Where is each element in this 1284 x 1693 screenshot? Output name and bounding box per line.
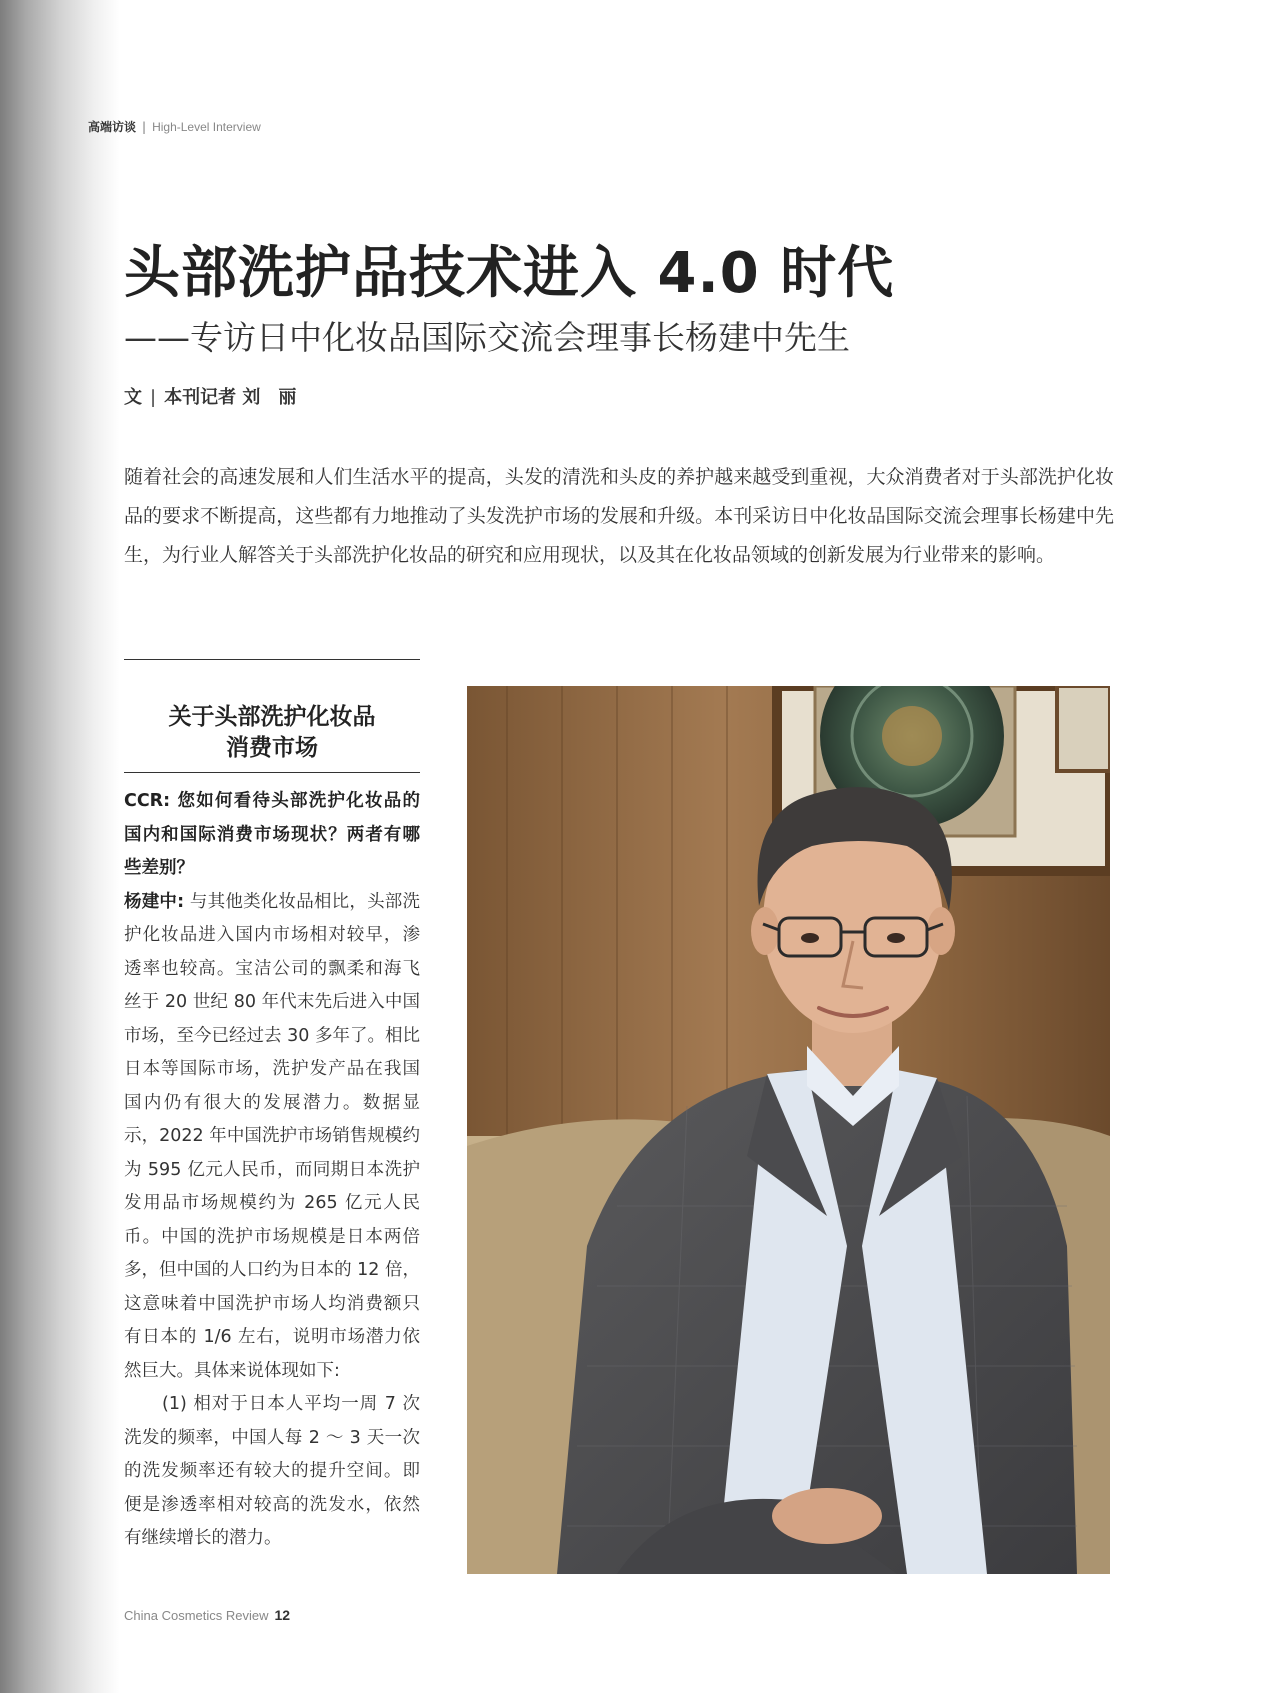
sidebar-box-title bbox=[124, 702, 420, 764]
byline-author: 本刊记者 刘 丽 bbox=[164, 387, 297, 408]
byline bbox=[124, 383, 296, 409]
answer-speaker: 杨建中: bbox=[124, 891, 185, 912]
answer-text: 与其他类化妆品相比，头部洗护化妆品进入国内市场相对较早，渗透率也较高。宝洁公司的飘柔和海飞丝于 20 世纪 80 年代末先后进入中国市场，至今已经过去 30 多年了。相比日本等国际市场，洗护发产品在我国国内仍有很大的发展潜力。数据显示，2022 年中国洗护市场销售规模约为 595 亿元人民币，而同期日本洗护发用品市场规模约为 265 亿元人民币。中国的洗护市场规模是日本两倍多，但中国的人口约为日本的 12 倍，这意味着中国洗护市场人均消费额只有日本的 1/6 左右，说明市场潜力依然巨大。具体来说体现如下: bbox=[124, 891, 421, 1381]
article-intro: 随着社会的高速发展和人们生活水平的提高，头发的清洗和头皮的养护越来越受到重视，大众消费者对于头部洗护化妆品的要求不断提高，这些都有力地推动了头发洗护市场的发展和升级。本刊采访日中化妆品国际交流会理事长杨建中先生，为行业人解答关于头部洗护化妆品的研究和应用现状，以及其在化妆品领域的创新发展为行业带来的影响。 bbox=[124, 466, 1114, 566]
sidebar-box-title-line2: 消费市场 bbox=[226, 735, 318, 761]
interview-question: CCR: 您如何看待头部洗护化妆品的国内和国际消费市场现状？两者有哪些差别？ bbox=[124, 791, 420, 878]
footer-magazine-name: China Cosmetics Review bbox=[124, 1608, 269, 1623]
footer-page-number: 12 bbox=[274, 1607, 291, 1623]
section-label-zh: 高端访谈 bbox=[88, 120, 137, 134]
article-title: 头部洗护品技术进入 4.0 时代 bbox=[124, 241, 895, 306]
section-label-divider: | bbox=[142, 120, 147, 134]
interview-answer bbox=[124, 886, 420, 1389]
body-column bbox=[124, 785, 420, 1556]
article-subtitle: ——专访日中化妆品国际交流会理事长杨建中先生 bbox=[124, 318, 850, 357]
byline-divider: | bbox=[150, 387, 157, 408]
box-bottom-rule bbox=[124, 772, 420, 773]
byline-prefix: 文 bbox=[124, 387, 142, 408]
section-label bbox=[88, 118, 261, 135]
section-label-en: High-Level Interview bbox=[152, 120, 261, 134]
page-footer bbox=[124, 1607, 290, 1623]
portrait-photo bbox=[467, 686, 1110, 1574]
answer-point-1: (1) 相对于日本人平均一周 7 次洗发的频率，中国人每 2 ～ 3 天一次的洗发频率还有较大的提升空间。即便是渗透率相对较高的洗发水，依然有继续增长的潜力。 bbox=[124, 1394, 420, 1548]
page-spine-shadow bbox=[0, 0, 120, 1693]
portrait-illustration bbox=[467, 686, 1110, 1574]
box-top-rule bbox=[124, 659, 420, 660]
sidebar-box-title-line1: 关于头部洗护化妆品 bbox=[168, 704, 376, 730]
